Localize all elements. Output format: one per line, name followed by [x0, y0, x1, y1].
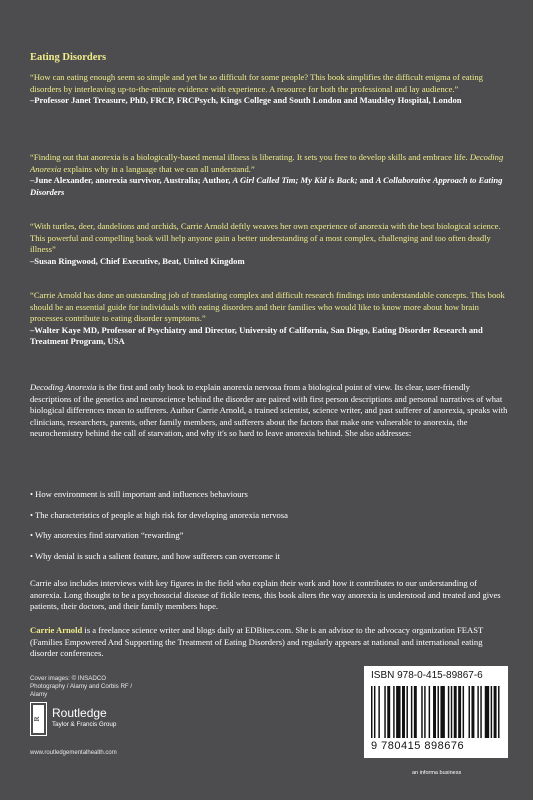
quote-alexander [30, 152, 508, 198]
barcode-stripe [406, 686, 407, 738]
barcode-stripe [421, 686, 422, 738]
book-description: Decoding Anorexia is the first and only book to explain anorexia nervosa from a biological point of view. Its clear, user-friendly descriptions of the genetics and neuroscience behind the disorder are paired with first person descriptions and personal narratives of what biological differences mean to sufferers. Author Carrie Arnold, a trained scientist, science writer, and past sufferer of anorexia, speaks with clinicians, researchers, parents, other family members, and sufferers about the factors that make one vulnerable to anorexia, the neurochemistry behind the call of starvation, and why it's so hard to leave anorexia behind. She also addresses: [30, 382, 508, 439]
barcode-stripe [374, 686, 375, 738]
barcode-stripe [491, 686, 492, 738]
quote-text: “Finding out that anorexia is a biologically-based mental illness is liberating. It sets you free to develop skills and embrace life. Decoding Anorexia explains why in a language that we can all understand.” [30, 152, 504, 174]
quote-ringwood [30, 221, 508, 267]
list-item: • The characteristics of people at high risk for developing anorexia nervosa [30, 509, 288, 520]
quote-text: “How can eating enough seem so simple and yet be so difficult for some people? This book simplifies the difficult enigma of eating disorders by interleaving up-to-the-minute evidence with experience. A resource for both the professional and lay audience.” [30, 72, 483, 94]
barcode-stripe [411, 686, 412, 738]
barcode [364, 666, 508, 758]
barcode-stripe [485, 686, 489, 738]
barcode-stripe [477, 686, 478, 738]
barcode-stripe [371, 686, 372, 738]
book-title: Decoding Anorexia [30, 382, 97, 392]
publisher-name: Routledge [52, 706, 107, 720]
barcode-stripe [437, 686, 438, 738]
barcode-stripe [414, 686, 417, 738]
routledge-logo-icon [30, 702, 47, 736]
barcode-stripe [429, 686, 430, 738]
list-item: • Why anorexics find starvation “rewarding” [30, 530, 184, 541]
publisher-website: www.routledgementalhealth.com [30, 750, 117, 756]
feature-list [30, 489, 508, 571]
barcode-stripe [471, 686, 474, 738]
author-bio: Carrie Arnold is a freelance science writer and blogs daily at EDBites.com. She is an advisor to the advocacy organization FEAST (Families Empowered And Supporting the Treatment of Eating Disorders) and regularly appears at national and international eating disorder conferences. [30, 625, 484, 659]
quote-attribution: –Professor Janet Treasure, PhD, FRCP, FRCPsych, Kings College and South London and Maudsley Hospital, London [30, 95, 462, 106]
publisher-logo [30, 702, 140, 738]
barcode-stripe [451, 686, 452, 738]
barcode-stripe [387, 686, 390, 738]
barcode-stripe [440, 686, 444, 738]
barcode-stripe [494, 686, 497, 738]
barcode-stripe [454, 686, 457, 738]
quote-attribution: –Walter Kaye MD, Professor of Psychiatry and Director, University of California, San Diego, Eating Disorder Research and Treatment Program, USA [30, 324, 483, 347]
informa-tagline: an informa business [412, 770, 462, 776]
publisher-subtitle: Taylor & Francis Group [52, 721, 117, 728]
quote-attribution: –June Alexander, anorexia survivor, Australia; Author, A Girl Called Tim; My Kid is Back; and A Collaborative Approach to Eating Disorders [30, 175, 503, 197]
barcode-stripe [393, 686, 394, 738]
list-item: • How environment is still important and influences behaviours [30, 489, 248, 499]
barcode-stripe [498, 686, 499, 738]
cover-credit: Cover images: © INSADCO Photography / Alamy and Corbis RF / Alamy [30, 675, 133, 698]
barcode-stripe [396, 686, 400, 738]
barcode-bars [371, 686, 501, 738]
barcode-stripe [402, 686, 405, 738]
quote-attribution: –Susan Ringwood, Chief Executive, Beat, United Kingdom [30, 255, 245, 266]
barcode-stripe [463, 686, 464, 738]
section-heading: Eating Disorders [30, 52, 107, 63]
quote-text: “With turtles, deer, dandelions and orchids, Carrie Arnold deftly weaves her own experience of anorexia with the best biological science. This powerful and compelling book will help anyone gain a better understanding of a most complex, challenging and too often deadly illness” [30, 221, 501, 255]
isbn-number: ISBN 978-0-415-89867-6 [371, 670, 483, 681]
author-name: Carrie Arnold [30, 625, 83, 635]
quote-kaye [30, 290, 508, 348]
barcode-stripe [378, 686, 379, 738]
barcode-stripe [384, 686, 385, 738]
barcode-stripe [458, 686, 461, 738]
list-item: • Why denial is such a salient feature, and how sufferers can overcome it [30, 550, 280, 561]
barcode-digits: 9 780415 898676 [371, 740, 465, 752]
svg-text:R: R [33, 716, 41, 722]
quote-treasure [30, 72, 508, 107]
closing-paragraph: Carrie also includes interviews with key figures in the field who explain their work and how it contributes to our understanding of anorexia. Long thought to be a psychosocial disease of fickle teens, this book alters the way anorexia is understood and treated and gives patients, their doctors, and their family members hope. [30, 578, 501, 612]
barcode-stripe [433, 686, 436, 738]
barcode-stripe [448, 686, 449, 738]
barcode-stripe [469, 686, 470, 738]
barcode-stripe [480, 686, 481, 738]
barcode-stripe [424, 686, 425, 738]
quote-text: “Carrie Arnold has done an outstanding job of translating complex and difficult research findings into understandable concepts. This book should be an essential guide for individuals with eating disorders and their families who would like to know more about how brain processes contribute to eating disorder symptoms.” [30, 290, 505, 324]
